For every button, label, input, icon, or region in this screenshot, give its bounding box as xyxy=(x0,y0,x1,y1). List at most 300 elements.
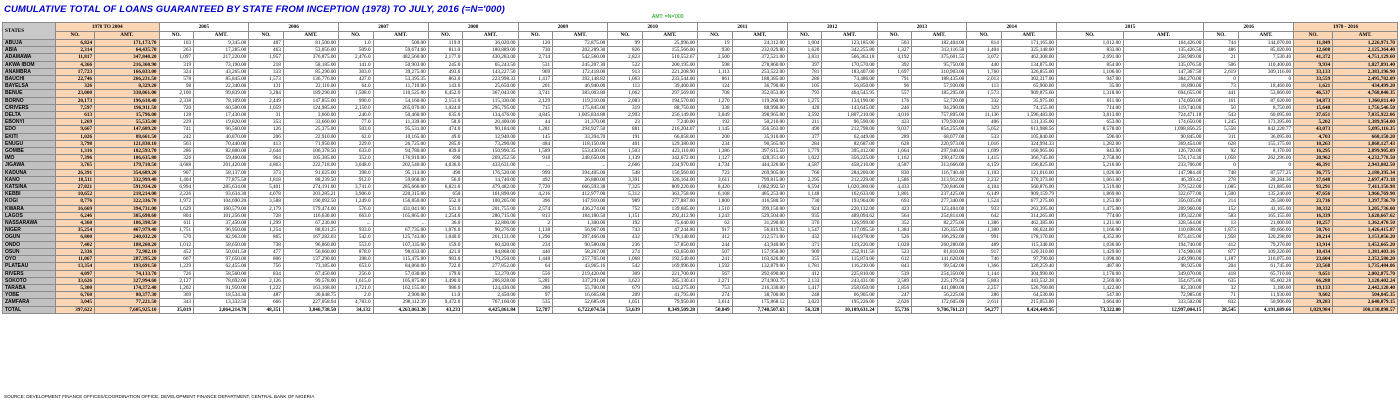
count-cell: 9,651 xyxy=(1294,270,1333,277)
count-cell: 1,318.00 xyxy=(1057,90,1124,97)
count-cell: 4,703 xyxy=(1294,133,1333,140)
amount-cell: 189,290.00 xyxy=(283,90,338,97)
amount-cell: 218,214.00 xyxy=(95,191,159,198)
amount-cell: 322,336.70 xyxy=(95,198,159,205)
count-cell: 506 xyxy=(1204,61,1239,68)
amount-cell: 367,043.00 xyxy=(463,90,518,97)
amount-cell: 82,800.00 xyxy=(194,148,249,155)
amount-cell: 15,796.00 xyxy=(95,112,159,119)
count-cell: 1,500 xyxy=(1204,191,1239,198)
amount-cell: 179,930.00 xyxy=(912,119,967,126)
amount-cell: 212,798.00 xyxy=(822,126,877,133)
count-cell: 319 xyxy=(608,104,643,111)
amount-cell: 97,790.00 xyxy=(1001,256,1056,263)
table-row xyxy=(3,220,1398,227)
count-cell: 3,741.0 xyxy=(339,184,374,191)
amount-cell: 78,692.00 xyxy=(194,277,249,284)
count-cell: 9,602 xyxy=(1294,292,1333,299)
count-cell: 490 xyxy=(787,126,822,133)
amount-cell: 37,450.00 xyxy=(194,220,249,227)
amount-cell: 221,700.00 xyxy=(642,270,697,277)
state-name-cell: TOTAL xyxy=(3,306,56,313)
count-cell: 324 xyxy=(159,68,194,75)
amount-cell: 269,252.50 xyxy=(463,155,518,162)
count-cell: 274 xyxy=(698,292,733,299)
count-cell: 1,051 xyxy=(608,299,643,306)
amount-cell: 161,890.00 xyxy=(463,191,518,198)
amount-cell: 510,552.67 xyxy=(642,54,697,61)
amount-cell: 1,020,360.00 xyxy=(822,184,877,191)
count-cell: 542.0 xyxy=(339,234,374,241)
count-cell: 3,906.0 xyxy=(339,191,374,198)
amount-cell: 269,905.00 xyxy=(732,169,787,176)
count-cell: 6,149 xyxy=(967,191,1002,198)
count-cell: 3,623 xyxy=(608,277,643,284)
amount-cell: 162,155.00 xyxy=(373,284,428,291)
count-cell: 200 xyxy=(698,133,733,140)
count-cell: 969 xyxy=(518,68,553,75)
count-cell: 2,626 xyxy=(877,299,912,306)
count-cell: 201 xyxy=(518,83,553,90)
amount-cell: 171,165.00 xyxy=(1001,40,1056,47)
amount-cell: 135,076.50 xyxy=(1123,61,1204,68)
count-cell: 355 xyxy=(787,256,822,263)
count-cell: 2,500 xyxy=(698,54,733,61)
amount-cell: 107,335.00 xyxy=(373,241,428,248)
count-cell: 1,510 xyxy=(698,205,733,212)
count-cell: 1,508.0 xyxy=(339,90,374,97)
amount-cell: 206,828.00 xyxy=(463,277,518,284)
count-cell: 3,798 xyxy=(55,140,94,147)
amount-cell: 220,132.00 xyxy=(822,205,877,212)
count-cell: 440 xyxy=(518,248,553,255)
count-cell: 487 xyxy=(249,40,284,47)
count-cell: 10,652 xyxy=(55,191,94,198)
count-cell: 1,448 xyxy=(518,256,553,263)
amount-cell: 90,580.00 xyxy=(553,241,608,248)
amount-cell: 67,230.00 xyxy=(283,220,338,227)
amount-cell: 326,855.00 xyxy=(1001,68,1056,75)
count-cell: 1,162 xyxy=(877,155,912,162)
amount-cell: 11,710.00 xyxy=(373,83,428,90)
count-cell: 1,573 xyxy=(249,76,284,83)
amount-cell: 105,875.00 xyxy=(373,277,428,284)
count-cell: 43,073 xyxy=(1294,126,1333,133)
count-cell: 1,076.0 xyxy=(428,227,463,234)
table-row xyxy=(3,234,1398,241)
amount-cell: 320,259.40 xyxy=(1001,263,1056,270)
count-cell: 542 xyxy=(608,263,643,270)
amount-cell: 50,041.50 xyxy=(194,248,249,255)
count-cell: 611 xyxy=(159,220,194,227)
amount-cell: 94,290.00 xyxy=(912,104,967,111)
amount-cell: 261,131.00 xyxy=(463,234,518,241)
amount-cell: 95,114.00 xyxy=(373,169,428,176)
count-cell: 1,721.0 xyxy=(339,284,374,291)
amount-cell: 121,016.00 xyxy=(1001,169,1056,176)
count-cell: 1,386 xyxy=(967,220,1002,227)
period-header: 2012 xyxy=(787,23,877,32)
count-cell: 553.0 xyxy=(339,241,374,248)
amount-cell: 3,205,736.00 xyxy=(1333,205,1398,212)
amount-cell: 277,340.00 xyxy=(912,198,967,205)
amt-column-header: AMT. xyxy=(732,32,787,40)
count-cell: 124 xyxy=(698,83,733,90)
state-name-cell: ABIA xyxy=(3,47,56,54)
amount-cell: 2,442,120.40 xyxy=(1333,284,1398,291)
amount-cell: 56,819.92 xyxy=(732,227,787,234)
amount-cell: 3,660.00 xyxy=(283,112,338,119)
table-row xyxy=(3,299,1398,306)
state-name-cell: OSUN xyxy=(3,248,56,255)
count-cell: 933 xyxy=(967,205,1002,212)
count-cell: 338 xyxy=(698,104,733,111)
count-cell: 935 xyxy=(787,212,822,219)
amount-cell: 223,998.33 xyxy=(463,76,518,83)
state-name-cell: AKWA IBOM xyxy=(3,61,56,68)
count-cell: 991 xyxy=(967,234,1002,241)
count-cell: 1,068 xyxy=(608,256,643,263)
amount-cell: 8,329.20 xyxy=(95,83,159,90)
count-cell: 1,026.00 xyxy=(1057,169,1124,176)
state-name-cell: OYO xyxy=(3,256,56,263)
amount-cell: 489,094.62 xyxy=(822,212,877,219)
count-cell: 3,490.0 xyxy=(428,277,463,284)
amount-cell: 84,860.00 xyxy=(373,263,428,270)
count-cell: 567 xyxy=(698,270,733,277)
amount-cell: 441,080.00 xyxy=(912,284,967,291)
amt-column-header: AMT. xyxy=(95,32,159,40)
amount-cell: 54,160.00 xyxy=(373,97,428,104)
amount-cell: ... xyxy=(373,220,428,227)
amount-cell: 262,296.00 xyxy=(1238,155,1293,162)
amount-cell: 57,030.00 xyxy=(373,270,428,277)
amount-cell: 36,020.00 xyxy=(463,40,518,47)
amount-cell: 313,116.50 xyxy=(912,47,967,54)
amount-cell: 155,566.00 xyxy=(642,47,697,54)
count-cell: 748 xyxy=(1204,169,1239,176)
amount-cell: 78,109.00 xyxy=(194,97,249,104)
amount-cell: 106,378.50 xyxy=(283,148,338,155)
no-column-header: NO. xyxy=(967,32,1002,40)
count-cell: 66,288 xyxy=(1294,277,1333,284)
amount-cell: 170,250.00 xyxy=(463,256,518,263)
count-cell: 421.0 xyxy=(428,248,463,255)
count-cell: 752 xyxy=(608,205,643,212)
amount-cell: 116,740.40 xyxy=(912,169,967,176)
count-cell: 1,800 xyxy=(698,198,733,205)
count-cell: 4,159 xyxy=(967,162,1002,169)
amount-cell: 458,210.00 xyxy=(822,162,877,169)
amount-cell: 147,609.20 xyxy=(95,126,159,133)
count-cell: 286 xyxy=(787,76,822,83)
count-cell: 13,354 xyxy=(55,263,94,270)
amount-cell: 50,210.00 xyxy=(732,119,787,126)
count-cell: 1,148 xyxy=(787,191,822,198)
amount-cell: 96,590.00 xyxy=(822,119,877,126)
count-cell: 6,452.0 xyxy=(428,90,463,97)
count-cell: 826 xyxy=(608,47,643,54)
count-cell: 256.0 xyxy=(339,270,374,277)
amount-cell: 79,270.00 xyxy=(1238,241,1293,248)
count-cell: 1,029,984 xyxy=(1294,306,1333,313)
count-cell: 834 xyxy=(249,270,284,277)
count-cell: 7,402 xyxy=(55,241,94,248)
count-cell: 229 xyxy=(159,119,194,126)
count-cell: 371 xyxy=(787,241,822,248)
count-cell: 1,012.00 xyxy=(1057,40,1124,47)
count-cell: 1,621 xyxy=(1294,83,1333,90)
count-cell: 206 xyxy=(249,133,284,140)
amount-cell: 322,677.00 xyxy=(1123,191,1204,198)
amount-cell: 394,731.00 xyxy=(95,205,159,212)
amount-cell: 163,626.00 xyxy=(732,256,787,263)
amount-cell: 85,845.00 xyxy=(194,76,249,83)
amount-cell: 73,190.00 xyxy=(194,61,249,68)
amount-cell: 53,860.00 xyxy=(1238,90,1293,97)
count-cell: 667 xyxy=(159,256,194,263)
amount-cell: 96,950.00 xyxy=(194,227,249,234)
amount-cell: 1,360,811.40 xyxy=(1333,97,1398,104)
amount-cell: 25,996.00 xyxy=(642,40,697,47)
count-cell: 33,559 xyxy=(1294,76,1333,83)
amount-cell: 157,950.00 xyxy=(732,248,787,255)
count-cell: 1,245 xyxy=(1204,119,1239,126)
count-cell: 557 xyxy=(877,90,912,97)
count-cell: 16,339 xyxy=(1294,212,1333,219)
count-cell: 533 xyxy=(967,133,1002,140)
amount-cell: 95,531.00 xyxy=(373,126,428,133)
amount-cell: 84,868.00 xyxy=(463,248,518,255)
amount-cell: 79,950.00 xyxy=(642,299,697,306)
amount-cell: 252,811.56 xyxy=(822,248,877,255)
count-cell: 39,283 xyxy=(1294,299,1333,306)
amount-cell: 85,602.28 xyxy=(1238,277,1293,284)
amount-cell: 26,580.00 xyxy=(1238,198,1293,205)
amount-cell: 106,292.00 xyxy=(912,234,967,241)
amount-cell: 2,697,473.18 xyxy=(1333,176,1398,183)
amount-cell: 52,720.00 xyxy=(912,97,967,104)
count-cell: 833.00 xyxy=(1057,47,1124,54)
count-cell: 36,775 xyxy=(1294,169,1333,176)
count-cell: 1,781 xyxy=(787,263,822,270)
amount-cell: 57,930.00 xyxy=(912,83,967,90)
amount-cell: 277,887.00 xyxy=(642,198,697,205)
amount-cell: 356,035.00 xyxy=(1123,198,1204,205)
no-column-header: NO. xyxy=(787,32,822,40)
count-cell: 1,404 xyxy=(967,47,1002,54)
amount-cell: 188,385.00 xyxy=(732,76,787,83)
amount-cell: 58,650.00 xyxy=(194,241,249,248)
amount-cell: 19,820.00 xyxy=(194,119,249,126)
amount-cell: 399,150.00 xyxy=(732,205,787,212)
amount-cell: 106,635.80 xyxy=(95,155,159,162)
amount-cell: 109,220.00 xyxy=(1238,248,1293,255)
amount-cell: 43,965.16 xyxy=(553,263,608,270)
count-cell: 16,669 xyxy=(55,205,94,212)
amount-cell: 190,092.50 xyxy=(283,198,338,205)
amount-cell: 58,267.00 xyxy=(553,248,608,255)
amount-cell: 39,275.00 xyxy=(373,68,428,75)
count-cell: 9,037 xyxy=(877,126,912,133)
count-cell: 16,295 xyxy=(1294,148,1333,155)
amount-cell: 86,624.00 xyxy=(1001,227,1056,234)
count-cell: 1,249.0 xyxy=(339,198,374,205)
amount-cell: 35,975.00 xyxy=(1001,97,1056,104)
count-cell: 58.0 xyxy=(428,119,463,126)
count-cell: 329 xyxy=(967,104,1002,111)
count-cell: 3,813.00 xyxy=(1057,112,1124,119)
amount-cell: 258,909.00 xyxy=(1123,54,1204,61)
amount-cell: 384,270.00 xyxy=(1123,76,1204,83)
amount-cell: 74,155.00 xyxy=(1001,104,1056,111)
amount-cell: 106,398.50 xyxy=(95,220,159,227)
amount-cell: 25,375.00 xyxy=(283,126,338,133)
state-name-cell: BORNO xyxy=(3,97,56,104)
amount-cell: 199,322.00 xyxy=(1123,212,1204,219)
count-cell: 2,314 xyxy=(55,47,94,54)
count-cell: 9,934 xyxy=(1294,61,1333,68)
amount-cell: 119,740.00 xyxy=(1123,104,1204,111)
amount-cell: 97,650.00 xyxy=(194,256,249,263)
amount-cell: 183,407.00 xyxy=(822,68,877,75)
amount-cell: 56,225.00 xyxy=(912,292,967,299)
count-cell: 4,078 xyxy=(249,191,284,198)
state-name-cell: DELTA xyxy=(3,112,56,119)
amount-cell: 258,050.00 xyxy=(822,284,877,291)
amount-cell: 188,435.00 xyxy=(912,76,967,83)
amount-cell: 33,660.00 xyxy=(283,119,338,126)
count-cell: 93,291 xyxy=(1294,184,1333,191)
count-cell: 2,271 xyxy=(698,277,733,284)
table-row xyxy=(3,241,1398,248)
amount-cell: 118,150.00 xyxy=(553,140,608,147)
amount-cell: 36,790.00 xyxy=(732,83,787,90)
amount-cell: 56,967.00 xyxy=(553,227,608,234)
amt-column-header: AMT. xyxy=(642,32,697,40)
amount-cell: 433,631.00 xyxy=(463,162,518,169)
amount-cell: 436,274.00 xyxy=(553,205,608,212)
count-cell: 18,511 xyxy=(55,176,94,183)
amount-cell: 174,900.00 xyxy=(1123,248,1204,255)
count-cell: 1,547 xyxy=(787,227,822,234)
count-cell: 832 xyxy=(1204,299,1239,306)
count-cell: 192 xyxy=(608,220,643,227)
amount-cell: 73,290.00 xyxy=(463,140,518,147)
amount-cell: 173,395.00 xyxy=(1238,119,1293,126)
amount-cell: 169,996.00 xyxy=(642,263,697,270)
amount-cell: 325,148.00 xyxy=(1001,47,1056,54)
count-cell: 34,132 xyxy=(339,306,374,313)
count-cell: 2,574 xyxy=(518,205,553,212)
count-cell: 723 xyxy=(698,169,733,176)
count-cell: 781 xyxy=(787,68,822,75)
no-column-header: NO. xyxy=(159,32,194,40)
amount-cell: 72,982.10 xyxy=(95,248,159,255)
count-cell: 1,151 xyxy=(608,212,643,219)
amount-cell: 379,522.00 xyxy=(1123,184,1204,191)
count-cell: 98 xyxy=(159,83,194,90)
amount-cell: 274,903.75 xyxy=(732,277,787,284)
amount-cell: 7,740,507.63 xyxy=(732,306,787,313)
count-cell: 406 xyxy=(967,119,1002,126)
amount-cell: 59,068.00 xyxy=(373,176,428,183)
state-name-cell: BAYELSA xyxy=(3,83,56,90)
table-row xyxy=(3,284,1398,291)
amount-cell: 175,845.00 xyxy=(553,104,608,111)
amount-cell: 178,140.00 xyxy=(642,234,697,241)
amount-cell: 171,173.70 xyxy=(95,40,159,47)
count-cell: 5,281 xyxy=(518,277,553,284)
count-cell: 15,640 xyxy=(1294,104,1333,111)
table-row xyxy=(3,162,1398,169)
count-cell: 986.0 xyxy=(428,284,463,291)
count-cell: 284 xyxy=(787,140,822,147)
count-cell: 11,849 xyxy=(1294,40,1333,47)
count-cell: 2,083 xyxy=(608,97,643,104)
amount-cell: 233,544.00 xyxy=(642,76,697,83)
count-cell: 30,332 xyxy=(1294,205,1333,212)
amount-cell: 526,760.00 xyxy=(1001,284,1056,291)
count-cell: 1,243 xyxy=(698,212,733,219)
amount-cell: 1,362,470.50 xyxy=(1333,220,1398,227)
amount-cell: 102,593.70 xyxy=(95,148,159,155)
total-row xyxy=(3,306,1398,313)
count-cell: 352 xyxy=(877,220,912,227)
amount-cell: 225,810.00 xyxy=(822,270,877,277)
count-cell: 2,232 xyxy=(967,176,1002,183)
count-cell: 2,611 xyxy=(967,299,1002,306)
count-cell: 6,994 xyxy=(159,184,194,191)
state-name-cell: ZAMFARA xyxy=(3,299,56,306)
amount-cell: 354,689.20 xyxy=(95,169,159,176)
count-cell: 21 xyxy=(1204,54,1239,61)
state-name-cell: EDO xyxy=(3,126,56,133)
amount-cell: 677,275.00 xyxy=(1001,198,1056,205)
count-cell: 64 xyxy=(518,263,553,270)
state-name-cell: KOGI xyxy=(3,198,56,205)
amount-cell: 126,720.00 xyxy=(1123,148,1204,155)
count-cell: 113 xyxy=(608,83,643,90)
amount-cell: 8,349,509.28 xyxy=(642,306,697,313)
count-cell: 319 xyxy=(159,61,194,68)
amount-cell: 9,706,761.23 xyxy=(912,306,967,313)
count-cell: 8,420 xyxy=(698,184,733,191)
amount-cell: 17,430.00 xyxy=(194,112,249,119)
count-cell: 598 xyxy=(698,61,733,68)
count-cell: 440 xyxy=(967,61,1002,68)
amount-cell: 36,095.00 xyxy=(1238,133,1293,140)
table-row xyxy=(3,97,1398,104)
amount-cell: 2,899,905.09 xyxy=(1333,148,1398,155)
count-cell: 3,611 xyxy=(698,176,733,183)
count-cell: 728 xyxy=(249,212,284,219)
count-cell: 19,133 xyxy=(1294,284,1333,291)
amount-cell: 66,905.00 xyxy=(822,292,877,299)
count-cell: 50 xyxy=(1204,104,1239,111)
count-cell: 13 xyxy=(1204,220,1239,227)
count-cell: 7,597 xyxy=(55,104,94,111)
amount-cell: 88,990.00 xyxy=(732,104,787,111)
amount-cell: 94,780.00 xyxy=(373,148,428,155)
amount-cell: 2,002,875.70 xyxy=(1333,270,1398,277)
amount-cell: 116,630.00 xyxy=(283,212,338,219)
count-cell: 5,558 xyxy=(1204,126,1239,133)
count-cell: 3,588 xyxy=(249,198,284,205)
amount-cell: 60,095.00 xyxy=(1238,112,1293,119)
count-cell: 5,312 xyxy=(608,191,643,198)
count-cell: 1,024.0 xyxy=(428,104,463,111)
